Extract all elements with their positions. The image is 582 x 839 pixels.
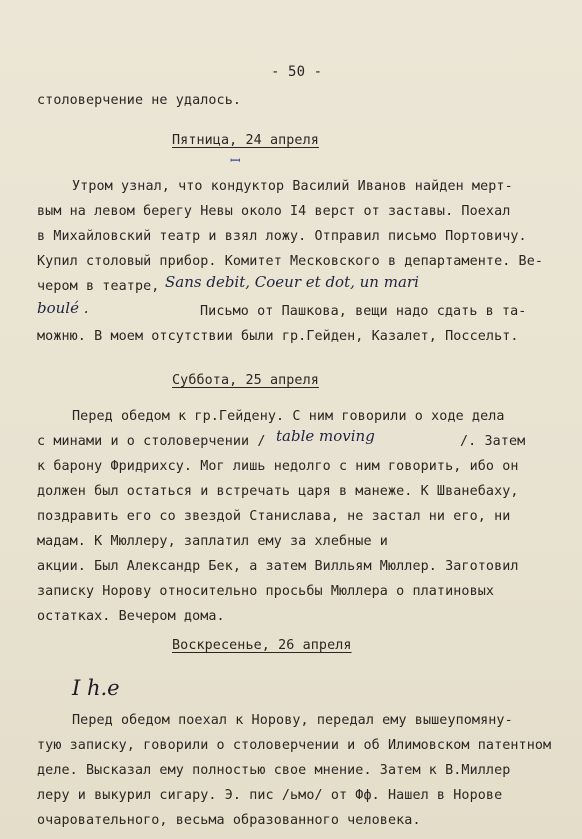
date-heading-saturday: Суббота, 25 апреля: [172, 373, 319, 388]
text-line: должен был остаться и встречать царя в манеже. К Шванебаху,: [37, 484, 519, 499]
date-heading-sunday: Воскресенье, 26 апреля: [172, 638, 352, 653]
text-line: /. Затем: [460, 434, 526, 449]
text-line: чером в театре,: [37, 279, 160, 294]
text-line: остатках. Вечером дома.: [37, 609, 225, 624]
handwritten-note-theatre: Sans debit, Coeur et dot, un mari: [165, 273, 419, 291]
pencil-mark: ꟷ: [230, 154, 241, 169]
handwritten-initials: I h.e: [72, 676, 120, 700]
text-line: тую записку, говорили о столоверчении и об Илимовском патентном: [37, 738, 552, 753]
page-number: - 50 -: [271, 64, 323, 80]
text-line: столоверчение не удалось.: [37, 93, 242, 108]
text-line: деле. Высказал ему полностью свое мнение. Затем к В.Миллер: [37, 763, 511, 778]
text-line: акции. Был Александр Бек, а затем Вилльям Мюллер. Заготовил: [37, 559, 519, 574]
text-line: мадам. К Мюллеру, заплатил ему за хлебные и: [37, 534, 388, 549]
text-line: Перед обедом поехал к Норову, передал ему вышеупомяну-: [72, 713, 513, 728]
handwritten-note-theatre-cont: boulé .: [37, 299, 89, 317]
text-line: лерy и выкурил сигару. Э. пис /ьмо/ от Фф. Нашел в Норове: [37, 788, 503, 803]
text-line: Купил столовый прибор. Комитет Месковского в департаменте. Ве-: [37, 254, 544, 269]
date-heading-friday: Пятница, 24 апреля: [172, 133, 319, 148]
text-line: Перед обедом к гр.Гейдену. С ним говорили о ходе дела: [72, 409, 505, 424]
text-line: очаровательного, весьма образованного человека.: [37, 813, 421, 828]
text-line: Письмо от Пашкова, вещи надо сдать в та-: [200, 304, 527, 319]
handwritten-note-table-moving: table moving: [276, 427, 375, 445]
text-line: поздравить его со звездой Станислава, не застал ни его, ни: [37, 509, 511, 524]
text-line: с минами и о столоверчении /: [37, 434, 266, 449]
text-line: Утром узнал, что кондуктор Василий Иванов найден мерт-: [72, 179, 513, 194]
text-line: можню. В моем отсутствии были гр.Гейден, Казалет, Поссельт.: [37, 329, 519, 344]
text-line: в Михайловский театр и взял ложу. Отправил письмо Портовичу.: [37, 229, 527, 244]
text-line: записку Норову относительно просьбы Мюллера о платиновых: [37, 584, 495, 599]
text-line: к барону Фридрихсу. Мог лишь недолго с ним говорить, ибо он: [37, 459, 519, 474]
text-line: вым на левом берегу Невы около I4 верст от заставы. Поехал: [37, 204, 511, 219]
